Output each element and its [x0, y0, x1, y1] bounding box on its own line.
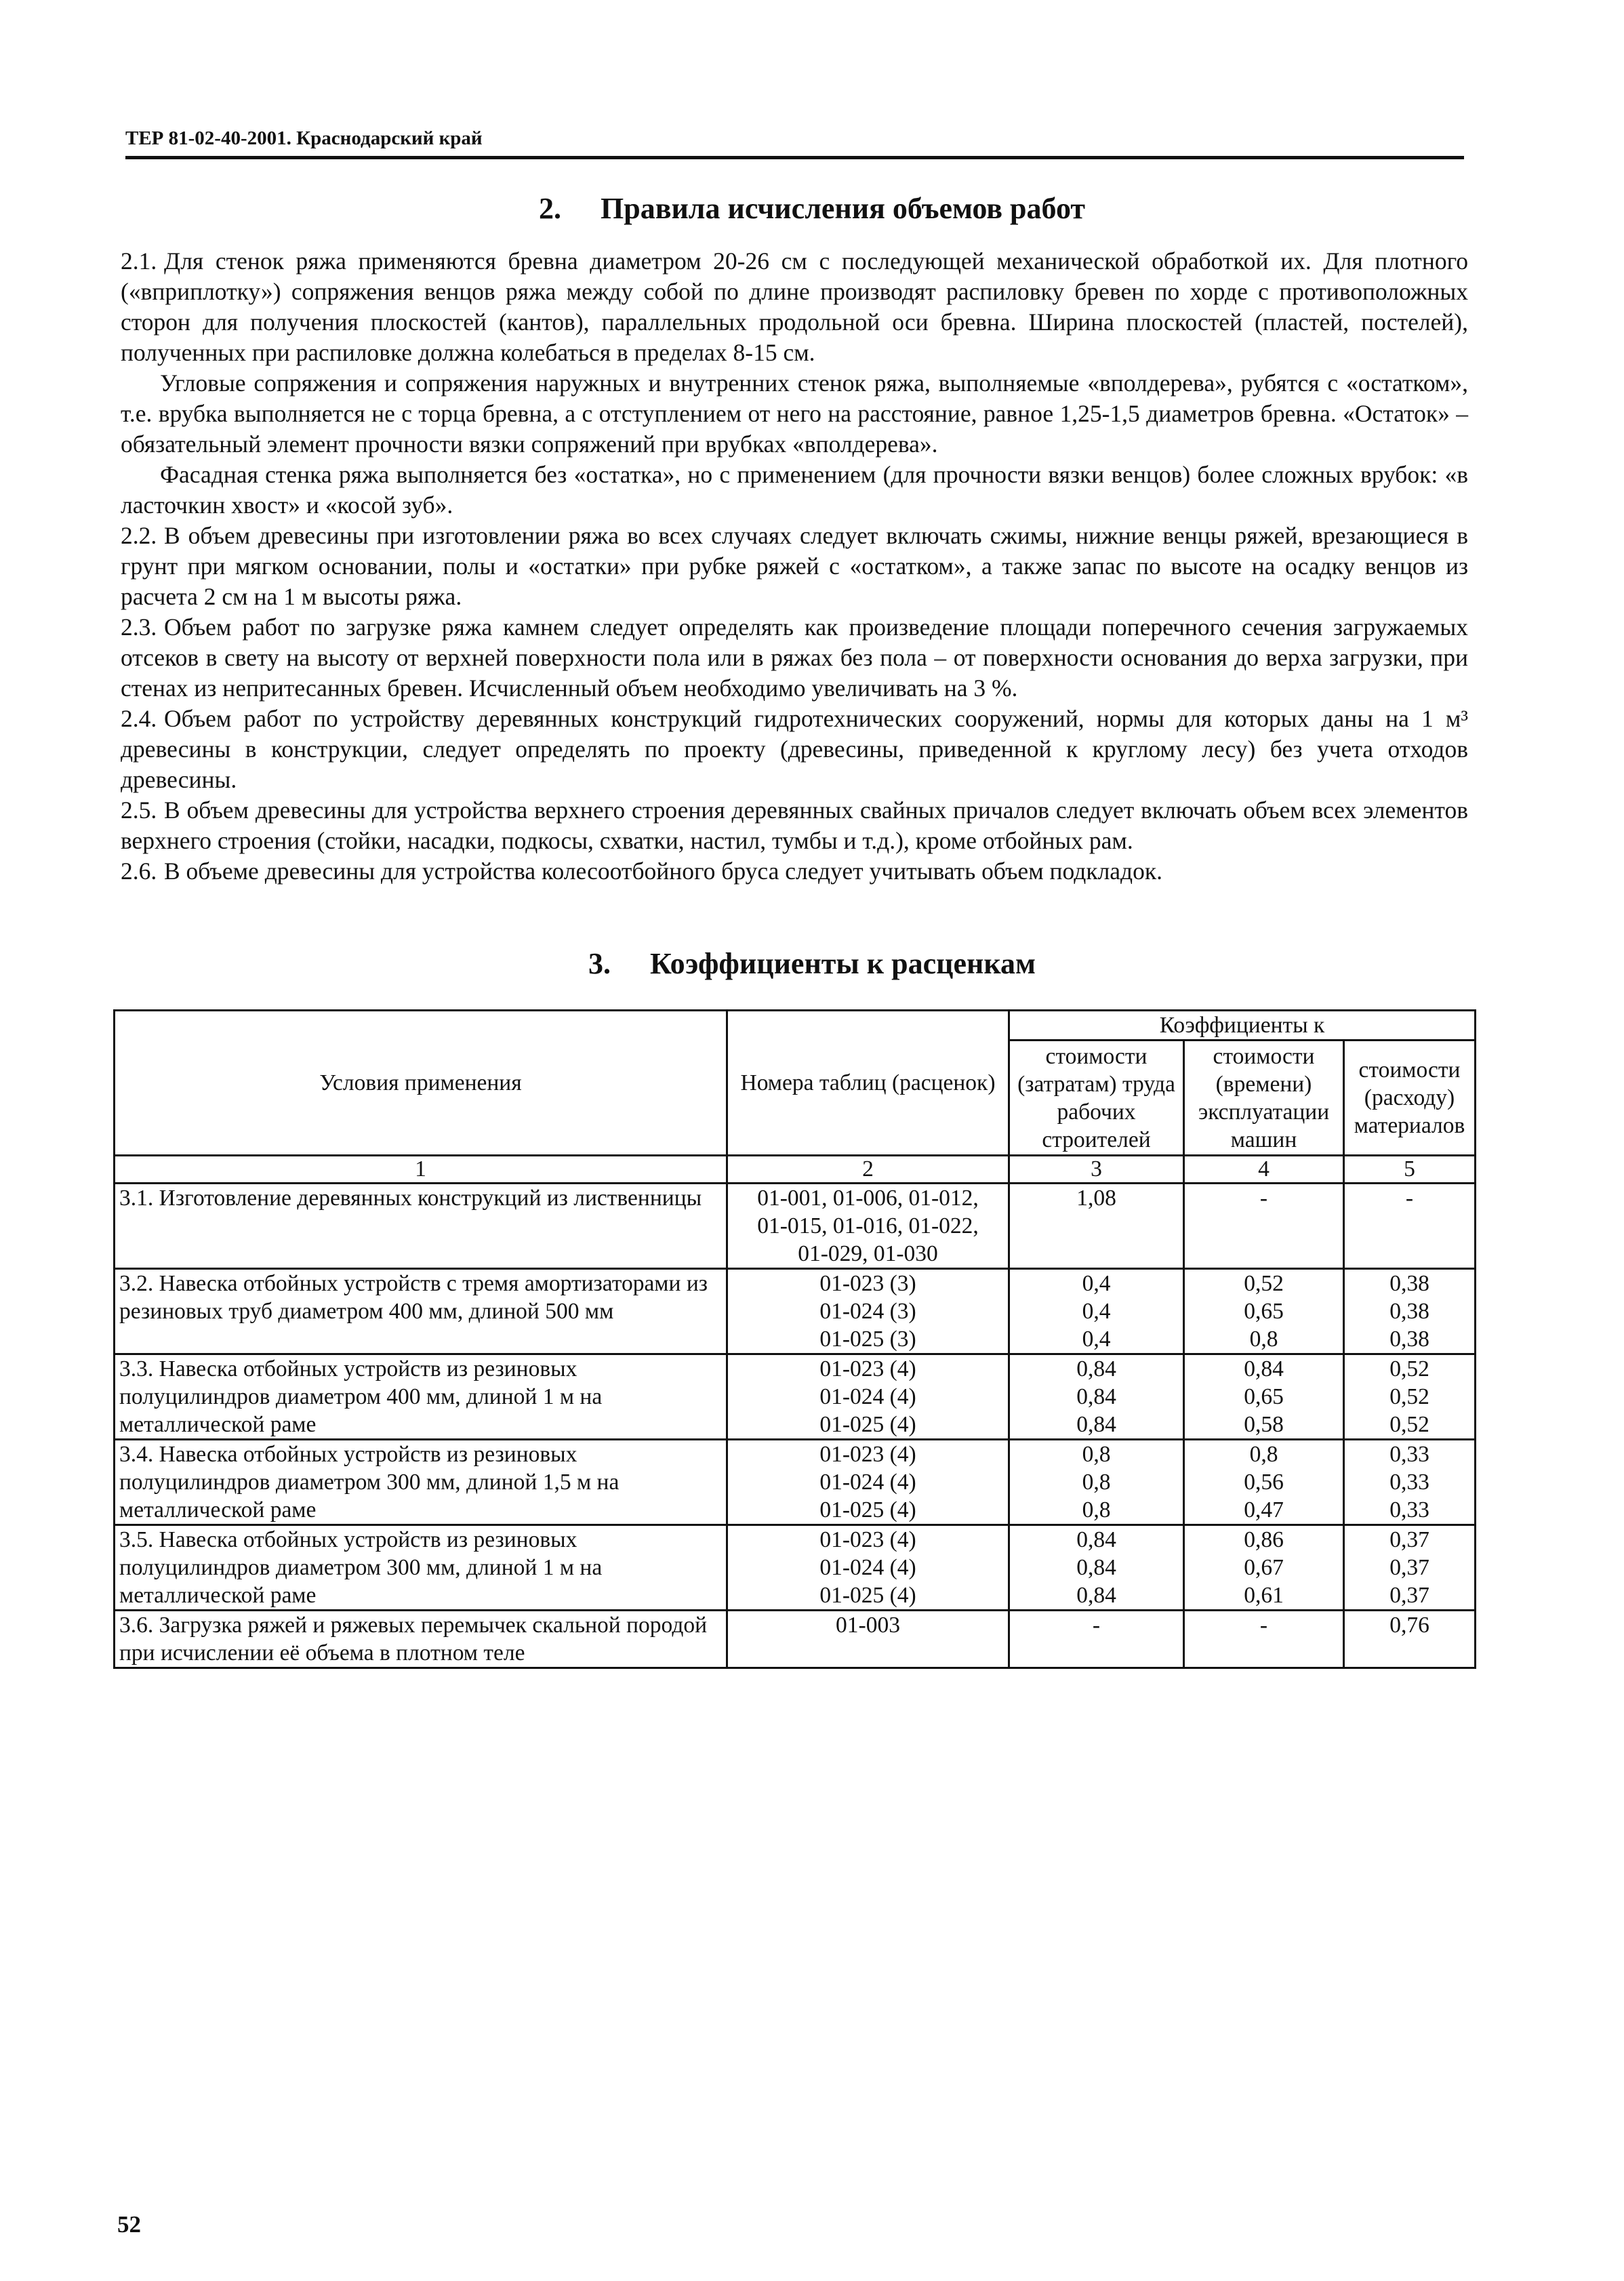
cell-value: 0,38: [1389, 1327, 1429, 1352]
column-number: 5: [1344, 1156, 1476, 1184]
paragraph: [121, 246, 1468, 368]
cell-value: -: [1259, 1613, 1268, 1638]
table-row: [115, 1611, 1476, 1668]
cell-value: 0,84: [1076, 1583, 1116, 1608]
running-head: ТЕР 81-02-40-2001. Краснодарский край: [125, 127, 483, 149]
header-materials-cost: стоимости (расходу) материалов: [1344, 1041, 1476, 1156]
paragraph-text: Фасадная стенка ряжа выполняется без «остатка», но с применением (для прочности вязки венцов) более сложных врубок: «в ласточкин хвост» и «косой зуб».: [121, 461, 1468, 519]
header-machine-cost: стоимости (времени) эксплуатации машин: [1184, 1041, 1344, 1156]
cell-value: 01-015, 01-016, 01-022,: [757, 1213, 979, 1238]
cell-value: 0,38: [1389, 1271, 1429, 1296]
paragraph: [121, 704, 1468, 795]
paragraph: [121, 460, 1468, 521]
machine-coef-cell: [1184, 1611, 1344, 1668]
labor-coef-cell: [1009, 1440, 1184, 1525]
cell-value: -: [1092, 1613, 1101, 1638]
paragraph: [121, 368, 1468, 460]
cell-value: 0,4: [1082, 1271, 1111, 1296]
cell-value: 0,84: [1076, 1384, 1116, 1409]
section-3-title: [0, 946, 1624, 981]
column-number: 2: [727, 1156, 1009, 1184]
table-row: [115, 1354, 1476, 1440]
materials-coef-cell: [1344, 1440, 1476, 1525]
section-2-title-text: Правила исчисления объемов работ: [601, 192, 1085, 225]
materials-coef-cell: [1344, 1525, 1476, 1611]
paragraph-text: В объем древесины при изготовлении ряжа во всех случаях следует включать сжимы, нижние венцы ряжей, врезающиеся в грунт при мягком основании, полы и «остатки» при рубке ряжей с «остатком», а также запас по высоте на осадку венцов из расчета 2 см на 1 м высоты ряжа.: [121, 522, 1468, 610]
column-number: 1: [115, 1156, 727, 1184]
header-conditions: Условия применения: [115, 1011, 727, 1156]
cell-value: 0,86: [1244, 1527, 1284, 1552]
paragraph: [121, 521, 1468, 612]
paragraph-number: 2.6.: [121, 857, 157, 885]
coefficients-table: [113, 1009, 1476, 1669]
cell-value: 0,52: [1389, 1412, 1429, 1437]
labor-coef-cell: [1009, 1611, 1184, 1668]
cell-value: 01-025 (4): [819, 1497, 916, 1522]
cell-value: -: [1405, 1186, 1414, 1211]
section-3-number: 3.: [588, 947, 611, 980]
machine-coef-cell: [1184, 1440, 1344, 1525]
paragraph-number: 2.5.: [121, 796, 157, 824]
table-numbers-cell: [727, 1611, 1009, 1668]
paragraph-number: 2.3.: [121, 613, 157, 641]
materials-coef-cell: [1344, 1184, 1476, 1269]
cell-value: 1,08: [1076, 1186, 1116, 1211]
paragraph-number: 2.1.: [121, 247, 157, 275]
cell-value: 0,8: [1249, 1327, 1278, 1352]
section-2-title: [0, 191, 1624, 226]
cell-value: -: [1259, 1186, 1268, 1211]
cell-value: 0,56: [1244, 1470, 1284, 1495]
paragraph-number: 2.2.: [121, 522, 157, 549]
cell-value: 01-023 (4): [819, 1442, 916, 1467]
cell-value: 0,58: [1244, 1412, 1284, 1437]
cell-value: 0,52: [1389, 1356, 1429, 1381]
paragraph: [121, 795, 1468, 856]
cell-value: 0,38: [1389, 1299, 1429, 1324]
condition-cell: 3.5. Навеска отбойных устройств из резиновых полуцилиндров диаметром 300 мм, длиной 1 м на металлической раме: [115, 1525, 727, 1611]
paragraph-text: Объем работ по загрузке ряжа камнем следует определять как произведение площади поперечного сечения загружаемых отсеков в свету на высоту от верхней поверхности пола или в ряжах без пола – от поверхности основания до верха загрузки, при стенах из непритесанных бревен. Исчисленный объем необходимо увеличивать на 3 %.: [121, 613, 1468, 702]
cell-value: 0,76: [1389, 1613, 1429, 1638]
paragraph: [121, 612, 1468, 704]
cell-value: 0,84: [1076, 1356, 1116, 1381]
cell-value: 0,37: [1389, 1527, 1429, 1552]
cell-value: 01-024 (3): [819, 1299, 916, 1324]
machine-coef-cell: [1184, 1269, 1344, 1354]
cell-value: 0,47: [1244, 1497, 1284, 1522]
table-row: [115, 1440, 1476, 1525]
materials-coef-cell: [1344, 1354, 1476, 1440]
header-table-numbers: Номера таблиц (расценок): [727, 1011, 1009, 1156]
cell-value: 0,84: [1076, 1412, 1116, 1437]
paragraph-text: Объем работ по устройству деревянных конструкций гидротехнических сооружений, нормы для которых даны на 1 м³ древесины в конструкции, следует определять по проекту (древесины, приведенной к круглому лесу) без учета отходов древесины.: [121, 705, 1468, 793]
section-3-title-text: Коэффициенты к расценкам: [649, 947, 1036, 980]
cell-value: 0,4: [1082, 1327, 1111, 1352]
labor-coef-cell: [1009, 1354, 1184, 1440]
cell-value: 0,84: [1076, 1527, 1116, 1552]
table-numbers-cell: [727, 1440, 1009, 1525]
header-labor-cost: стоимости (затратам) труда рабочих строителей: [1009, 1041, 1184, 1156]
header-rule: [125, 156, 1464, 159]
condition-cell: 3.4. Навеска отбойных устройств из резиновых полуцилиндров диаметром 300 мм, длиной 1,5 м на металлической раме: [115, 1440, 727, 1525]
condition-cell: 3.2. Навеска отбойных устройств с тремя амортизаторами из резиновых труб диаметром 400 мм, длиной 500 мм: [115, 1269, 727, 1354]
cell-value: 0,33: [1389, 1497, 1429, 1522]
cell-value: 0,52: [1389, 1384, 1429, 1409]
page-number: 52: [117, 2211, 141, 2238]
paragraph-text: Для стенок ряжа применяются бревна диаметром 20-26 см с последующей механической обработкой их. Для плотного («вприплотку») сопряжения венцов ряжа между собой по длине производят распиловку бревен по хорде с противоположных сторон для получения плоскостей (кантов), параллельных продольной оси бревна. Ширина плоскостей (пластей, постелей), полученных при распиловке должна колебаться в пределах 8-15 см.: [121, 247, 1468, 366]
machine-coef-cell: [1184, 1525, 1344, 1611]
table-numbers-cell: [727, 1269, 1009, 1354]
condition-cell: 3.3. Навеска отбойных устройств из резиновых полуцилиндров диаметром 400 мм, длиной 1 м на металлической раме: [115, 1354, 727, 1440]
cell-value: 01-025 (3): [819, 1327, 916, 1352]
cell-value: 0,37: [1389, 1555, 1429, 1580]
machine-coef-cell: [1184, 1354, 1344, 1440]
cell-value: 01-023 (4): [819, 1356, 916, 1381]
table-numbers-cell: [727, 1184, 1009, 1269]
cell-value: 0,8: [1082, 1442, 1111, 1467]
cell-value: 0,37: [1389, 1583, 1429, 1608]
cell-value: 01-025 (4): [819, 1583, 916, 1608]
materials-coef-cell: [1344, 1611, 1476, 1668]
cell-value: 01-024 (4): [819, 1384, 916, 1409]
cell-value: 0,84: [1244, 1356, 1284, 1381]
table-numbers-cell: [727, 1354, 1009, 1440]
cell-value: 0,65: [1244, 1299, 1284, 1324]
paragraph-text: В объеме древесины для устройства колесоотбойного бруса следует учитывать объем подкладок.: [164, 857, 1162, 885]
cell-value: 0,33: [1389, 1442, 1429, 1467]
cell-value: 0,52: [1244, 1271, 1284, 1296]
section-2-body: [121, 246, 1468, 887]
paragraph-text: В объем древесины для устройства верхнего строения деревянных свайных причалов следует включать объем всех элементов верхнего строения (стойки, насадки, подкосы, схватки, настил, тумбы и т.д.), кроме отбойных рам.: [121, 796, 1468, 854]
cell-value: 0,67: [1244, 1555, 1284, 1580]
machine-coef-cell: [1184, 1184, 1344, 1269]
labor-coef-cell: [1009, 1184, 1184, 1269]
table-row: [115, 1269, 1476, 1354]
labor-coef-cell: [1009, 1525, 1184, 1611]
table-row: [115, 1525, 1476, 1611]
paragraph-number: 2.4.: [121, 705, 157, 732]
cell-value: 01-023 (3): [819, 1271, 916, 1296]
table-row: [115, 1184, 1476, 1269]
cell-value: 01-025 (4): [819, 1412, 916, 1437]
cell-value: 0,33: [1389, 1470, 1429, 1495]
cell-value: 0,8: [1082, 1470, 1111, 1495]
table-numbers-cell: [727, 1525, 1009, 1611]
labor-coef-cell: [1009, 1269, 1184, 1354]
cell-value: 0,8: [1249, 1442, 1278, 1467]
cell-value: 01-029, 01-030: [798, 1241, 938, 1266]
cell-value: 0,4: [1082, 1299, 1111, 1324]
paragraph: [121, 856, 1468, 887]
condition-cell: 3.6. Загрузка ряжей и ряжевых перемычек скальной породой при исчислении её объема в плотном теле: [115, 1611, 727, 1668]
paragraph-text: Угловые сопряжения и сопряжения наружных и внутренних стенок ряжа, выполняемые «вполдерева», рубятся с «остатком», т.е. врубка выполняется не с торца бревна, а с отступлением от него на расстояние, равное 1,25-1,5 диаметров бревна. «Остаток» – обязательный элемент прочности вязки сопряжений при врубках «вполдерева».: [121, 369, 1468, 458]
section-2-number: 2.: [539, 192, 561, 225]
column-number: 3: [1009, 1156, 1184, 1184]
materials-coef-cell: [1344, 1269, 1476, 1354]
cell-value: 01-003: [836, 1613, 900, 1638]
cell-value: 0,8: [1082, 1497, 1111, 1522]
header-coefficients-group: Коэффициенты к: [1009, 1011, 1476, 1041]
cell-value: 0,84: [1076, 1555, 1116, 1580]
cell-value: 01-024 (4): [819, 1555, 916, 1580]
cell-value: 01-023 (4): [819, 1527, 916, 1552]
cell-value: 01-001, 01-006, 01-012,: [757, 1186, 979, 1211]
cell-value: 0,65: [1244, 1384, 1284, 1409]
cell-value: 0,61: [1244, 1583, 1284, 1608]
column-number: 4: [1184, 1156, 1344, 1184]
cell-value: 01-024 (4): [819, 1470, 916, 1495]
condition-cell: 3.1. Изготовление деревянных конструкций из лиственницы: [115, 1184, 727, 1269]
